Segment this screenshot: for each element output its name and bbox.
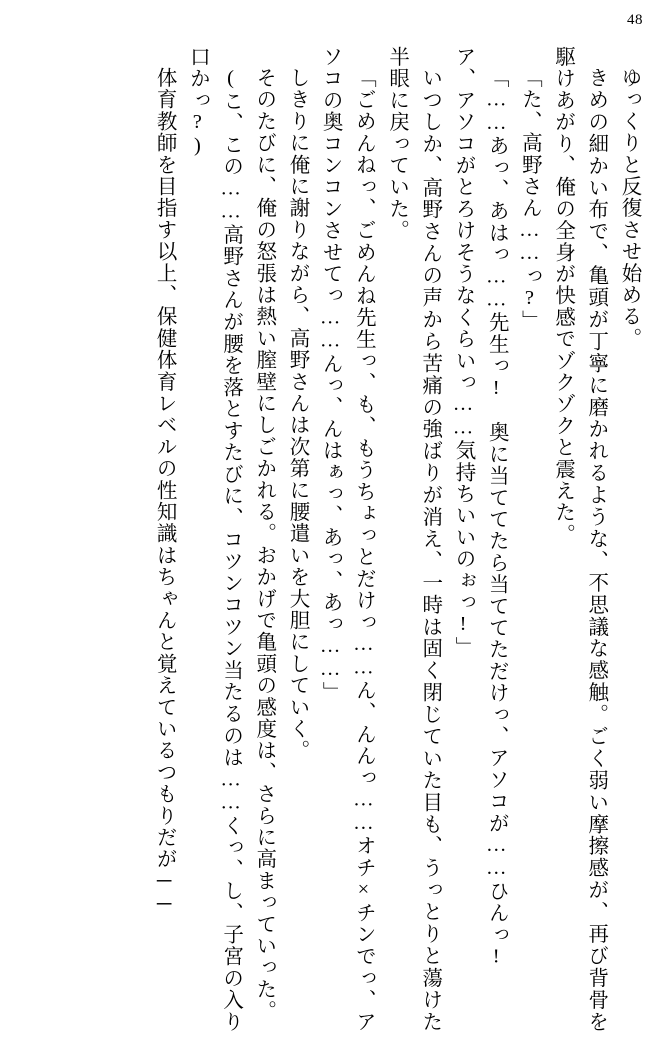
paragraph: 「ごめんねっ、ごめんね先生っ、も、もうちょっとだけっ……ん、んんっ……オチ×チンでっ、アソコの奥コンコンさせてっ……んっ、んはぁっ、あっ、あっ……」 bbox=[319, 46, 375, 1032]
paragraph: そのたびに、俺の怒張は熱い膣壁にしごかれる。おかげで亀頭の感度は、さらに高まっていった。 bbox=[252, 66, 275, 1022]
paragraph: (こ、この……高野さんが腰を落とすたびに、コツンコツン当たるのは……くっ、し、子宮の入り口かっ?) bbox=[186, 46, 242, 1032]
page-text-body bbox=[24, 46, 645, 1032]
paragraph: 「……あっ、あはっ……先生っ! 奥に当ててたら当ててただけっ、アソコが……ひんっ! bbox=[485, 66, 508, 969]
paragraph: 「た、高野さん……っ?」 bbox=[518, 66, 541, 332]
paragraph: ゆっくりと反復させ始める。 bbox=[618, 66, 640, 349]
paragraph: いつしか、高野さんの声から苦痛の強ばりが消え、一時は固く閉じていた目も、うっとりと蕩けた半眼に戻っていた。 bbox=[385, 46, 441, 1032]
paragraph: 体育教師を目指す以上、保健体育レベルの性知識はちゃんと覚えているつもりだが── bbox=[153, 66, 176, 916]
paragraph: きめの細かい布で、亀頭が丁寧に磨かれるような、不思議な感触。ごく弱い摩擦感が、再び背骨を駆けあがり、俺の全身が快感でゾクゾクと震えた。 bbox=[551, 46, 607, 1032]
page-number: 48 bbox=[627, 12, 643, 28]
paragraph: ア、アソコがとろけそうなくらいっ……気持ちいいのぉっ!」 bbox=[451, 46, 474, 659]
paragraph: しきりに俺に謝りながら、高野さんは次第に腰遣いを大胆にしていく。 bbox=[285, 66, 308, 761]
